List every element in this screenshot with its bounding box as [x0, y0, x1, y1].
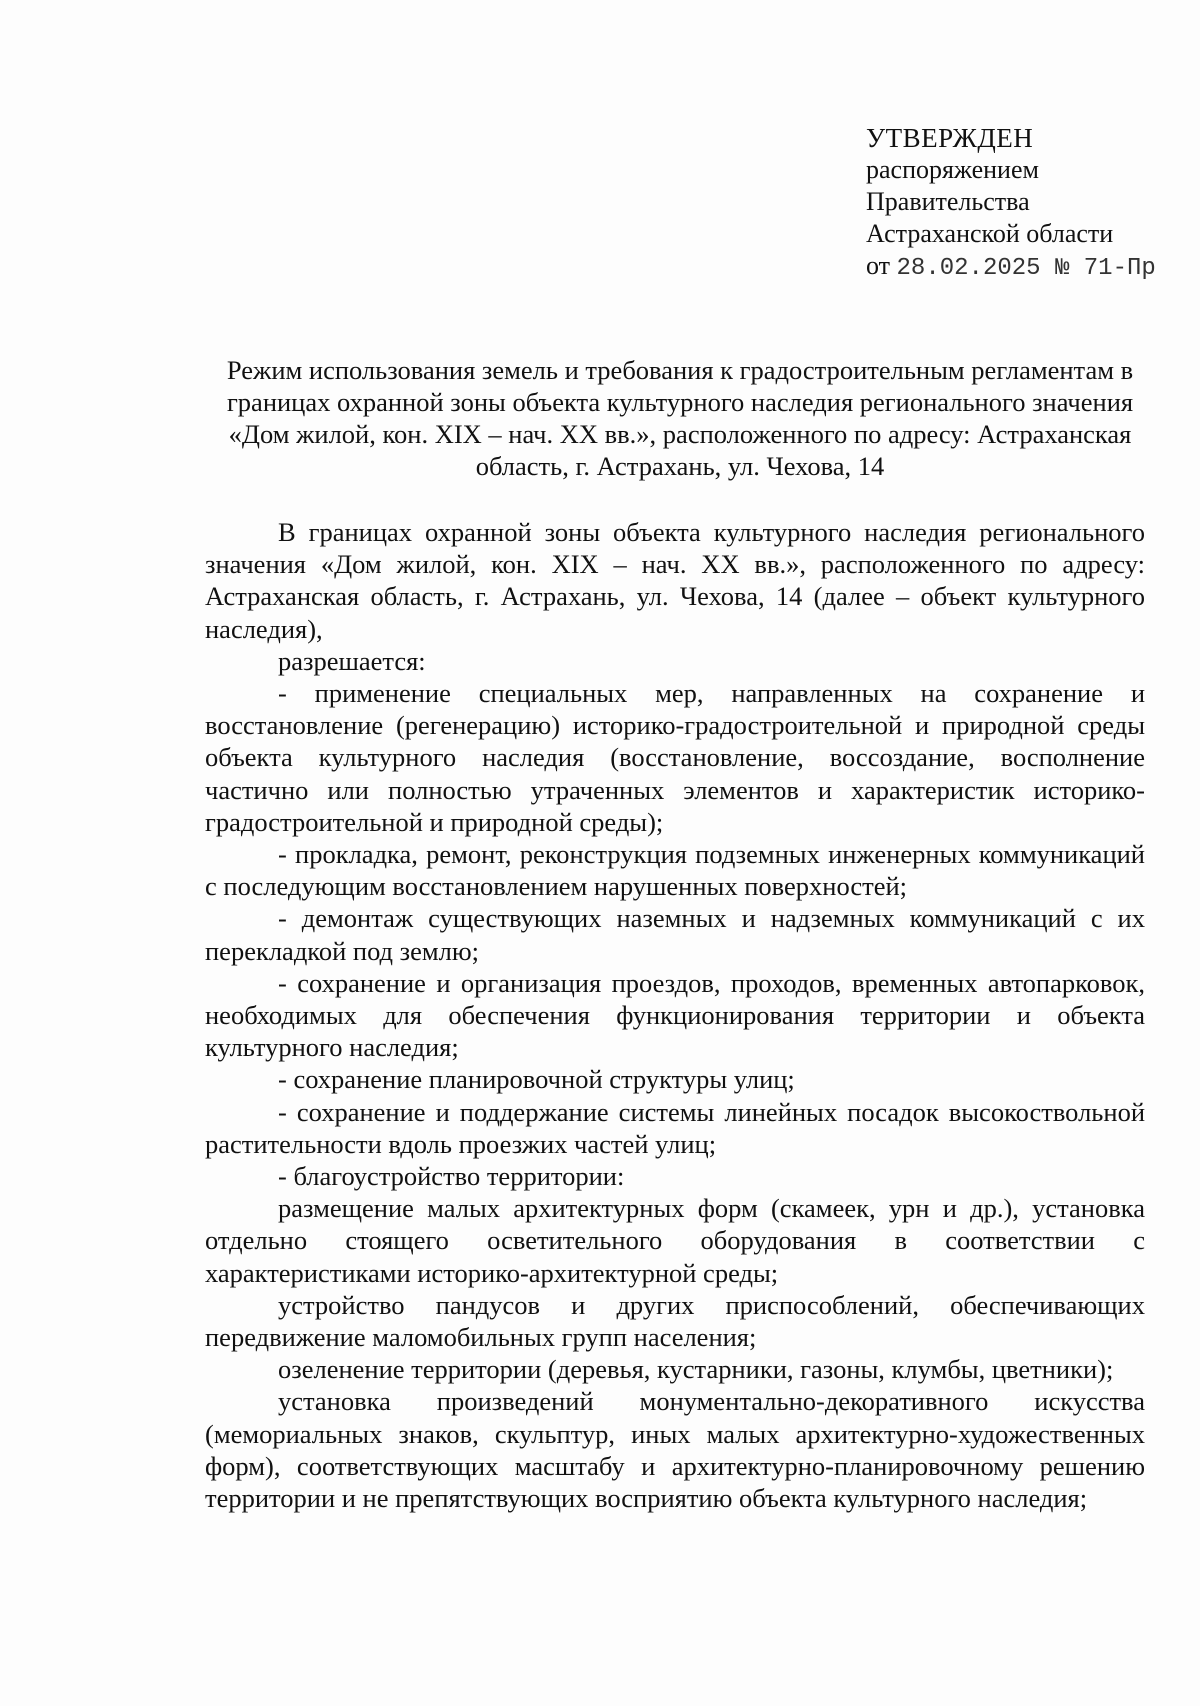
list-item: - прокладка, ремонт, реконструкция подземных инженерных коммуникаций с последующим восстановлением нарушенных поверхностей; — [205, 839, 1145, 902]
approval-line-order: распоряжением — [866, 155, 1039, 184]
paragraph: разрешается: — [278, 645, 426, 676]
document-body — [205, 516, 1145, 1514]
list-item: - сохранение и поддержание системы линейных посадок высокоствольной растительности вдоль проезжих частей улиц; — [205, 1096, 1145, 1159]
list-item: - благоустройство территории: — [278, 1161, 625, 1192]
list-item: - демонтаж существующих наземных и надземных коммуникаций с их перекладкой под землю; — [205, 903, 1145, 966]
sub-item: устройство пандусов и других приспособлений, обеспечивающих передвижение маломобильных групп населения; — [205, 1289, 1145, 1353]
document-title: Режим использования земель и требования к градостроительным регламентам в границах охранной зоны объекта культурного наследия регионального значения «Дом жилой, кон. XIX – нач. XX вв.», расположенного по адресу: Астраханская область, г. Астрахань, ул. Чехова, 14 — [226, 355, 1134, 481]
approval-title: УТВЕРЖДЕН — [866, 123, 1034, 153]
sub-item: установка произведений монументально-декоративного искусства (мемориальных знаков, скульптур, иных малых архитектурно-художественных форм), соответствующих масштабу и архитектурно-планировочному решению территории и не препятствующих восприятию объекта культурного наследия; — [205, 1386, 1145, 1514]
approval-date-prefix: от — [866, 251, 891, 280]
list-item: - сохранение планировочной структуры улиц; — [278, 1064, 795, 1095]
list-item: - применение специальных мер, направленных на сохранение и восстановление (регенерацию) историко-градостроительной и природной среды объекта культурного наследия (восстановление, воссоздание, восполнение частично или полностью утраченных элементов и характеристик историко-градостроительной и природной среды); — [205, 678, 1145, 837]
approval-line-region: Астраханской области — [866, 219, 1114, 248]
sub-item: размещение малых архитектурных форм (скамеек, урн и др.), установка отдельно стоящего осветительного оборудования в соответствии с характеристиками историко-архитектурной среды; — [205, 1193, 1145, 1288]
approval-block — [866, 122, 1186, 285]
paragraph: В границах охранной зоны объекта культурного наследия регионального значения «Дом жилой, кон. XIX – нач. XX вв.», расположенного по адресу: Астраханская область, г. Астрахань, ул. Чехова, 14 (далее – объект культурного наследия), — [205, 517, 1145, 644]
approval-date-stamp: 28.02.2025 № 71-Пр — [896, 255, 1156, 282]
approval-line-government: Правительства — [866, 187, 1030, 216]
sub-item: озеленение территории (деревья, кустарники, газоны, клумбы, цветники); — [278, 1354, 1114, 1385]
approval-date-line — [866, 250, 1186, 285]
list-item: - сохранение и организация проездов, проходов, временных автопарковок, необходимых для обеспечения функционирования территории и объекта культурного наследия; — [205, 967, 1145, 1063]
